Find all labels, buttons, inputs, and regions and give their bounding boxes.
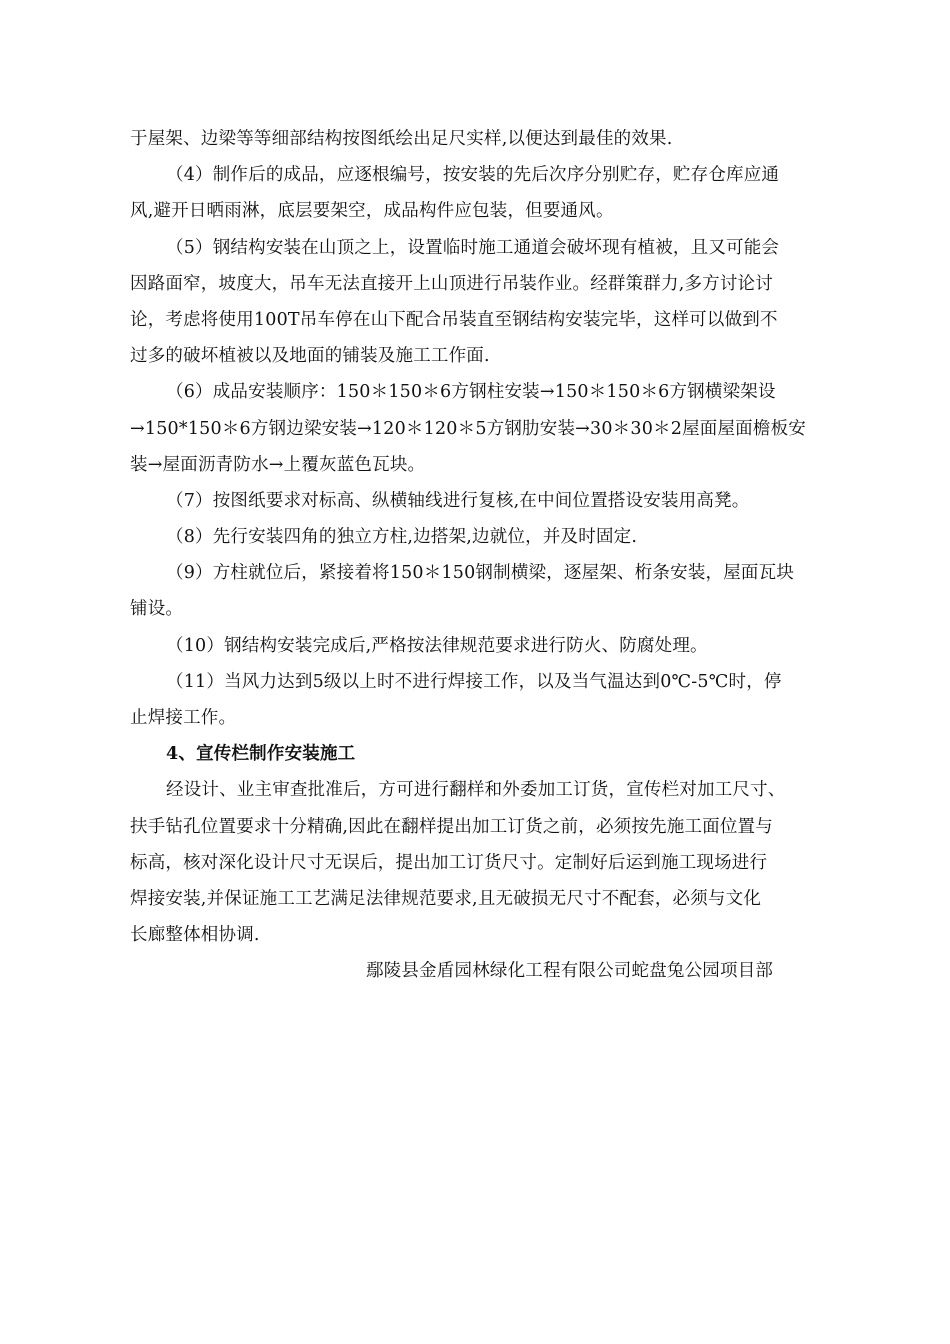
paragraph-line-8: （6）成品安装顺序：150＊150＊6方钢柱安装→150＊150＊6方钢横梁架设 [166,382,776,403]
signature-line: 鄢陵县金盾园林绿化工程有限公司蛇盘兔公园项目部 [366,961,774,982]
section-heading: 4、宣传栏制作安装施工 [166,744,356,765]
paragraph-line-17: 止焊接工作。 [130,708,237,728]
paragraph-line-7: 过多的破坏植被以及地面的铺装及施工工作面. [130,346,490,367]
paragraph-line-21: 标高，核对深化设计尺寸无误后，提出加工订货尺寸。定制好后运到施工现场进行 [130,852,768,873]
paragraph-line-15: （10）钢结构安装完成后,严格按法律规范要求进行防火、防腐处理。 [166,635,708,656]
paragraph-line-4: （5）钢结构安装在山顶之上，设置临时施工通道会破坏现有植被，且又可能会 [166,237,780,258]
paragraph-line-16: （11）当风力达到5级以上时不进行焊接工作，以及当气温达到0℃-5℃时，停 [166,671,782,692]
paragraph-line-2: （4）制作后的成品，应逐根编号，按安装的先后次序分别贮存，贮存仓库应通 [166,165,780,186]
paragraph-line-22: 焊接安装,并保证施工工艺满足法律规范要求,且无破损无尺寸不配套，必须与文化 [130,888,762,909]
paragraph-line-3: 风,避开日晒雨淋，底层要架空，成品构件应包装，但要通风。 [130,201,614,222]
paragraph-line-5: 因路面窄，坡度大，吊车无法直接开上山顶进行吊装作业。经群策群力,多方讨论讨 [130,273,773,294]
paragraph-line-1: 于屋架、边梁等等细部结构按图纸绘出足尺实样,以便达到最佳的效果. [130,129,673,149]
paragraph-line-13: （9）方柱就位后，紧接着将150＊150钢制横梁，逐屋架、桁条安装，屋面瓦块 [166,563,795,584]
paragraph-line-10: 装→屋面沥青防水→上覆灰蓝色瓦块。 [130,454,426,475]
paragraph-line-19: 经设计、业主审查批准后，方可进行翻样和外委加工订货，宣传栏对加工尺寸、 [166,780,786,801]
paragraph-line-9: →150*150＊6方钢边梁安装→120＊120＊5方钢肋安装→30＊30＊2屋面屋面檐板安 [130,418,806,439]
paragraph-line-20: 扶手钻孔位置要求十分精确,因此在翻样提出加工订货之前，必须按先施工面位置与 [130,816,773,837]
paragraph-line-6: 论，考虑将使用100T吊车停在山下配合吊装直至钢结构安装完毕，这样可以做到不 [130,309,778,330]
paragraph-line-14: 铺设。 [130,599,184,620]
paragraph-line-23: 长廊整体相协调. [130,925,260,946]
document-body [130,121,835,990]
paragraph-line-11: （7）按图纸要求对标高、纵横轴线进行复核,在中间位置搭设安装用高凳。 [166,490,750,511]
paragraph-line-12: （8）先行安装四角的独立方柱,边搭架,边就位，并及时固定. [166,527,638,548]
